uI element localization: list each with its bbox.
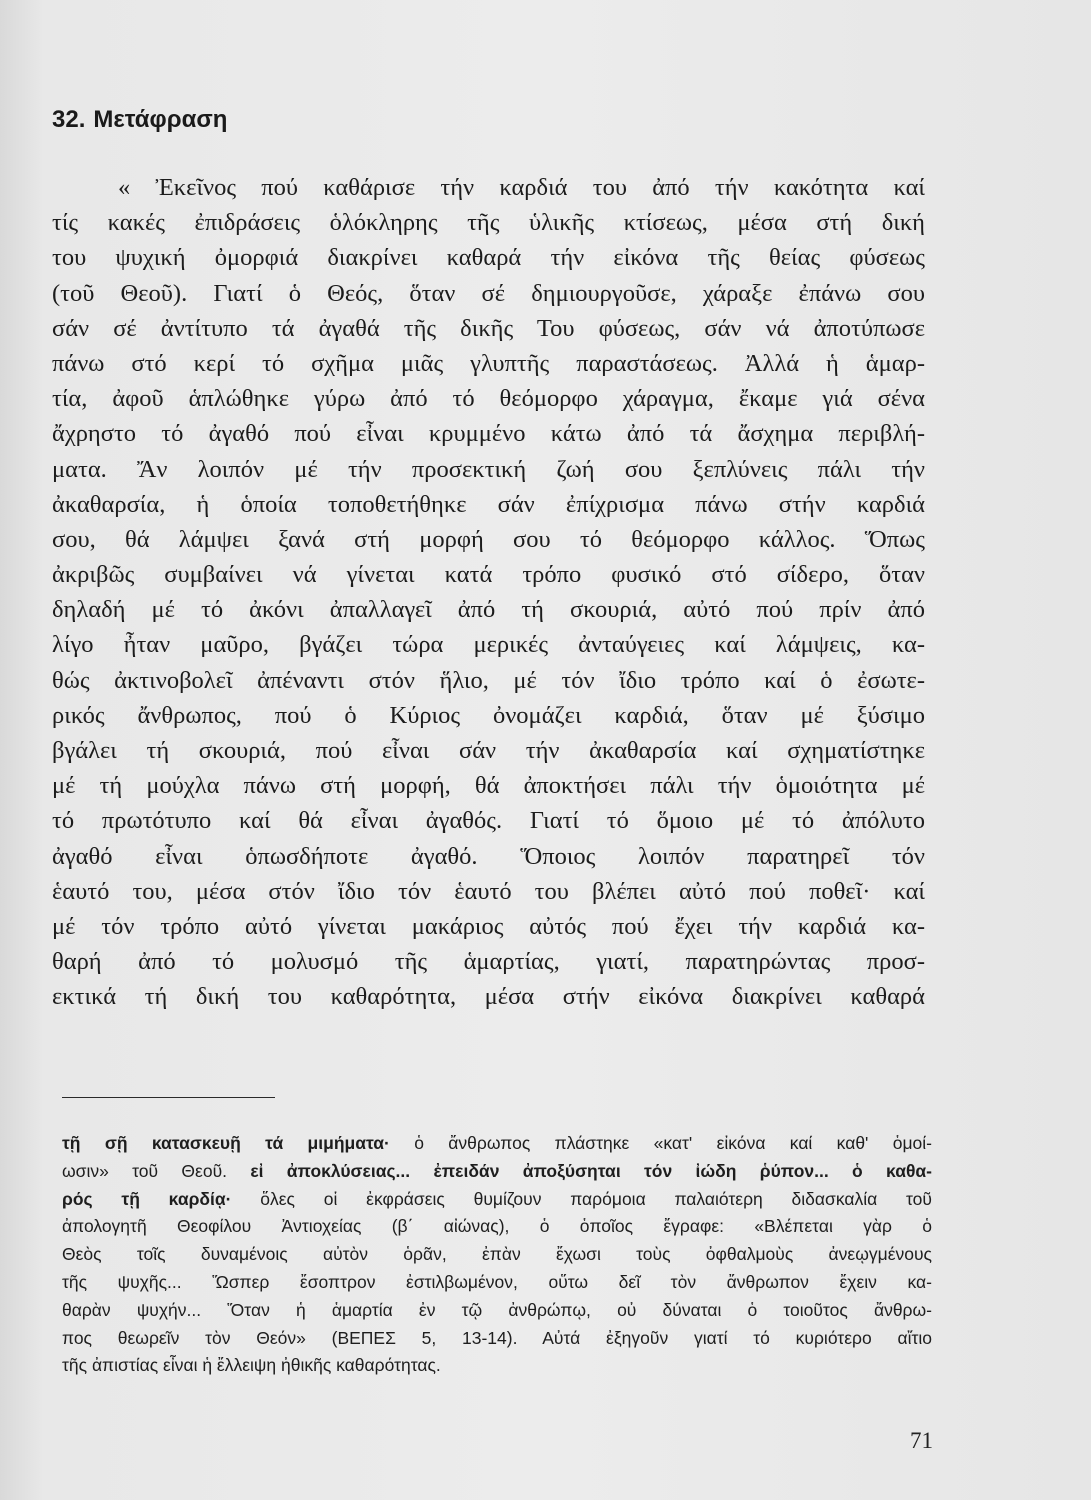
translation-body [52,170,925,1015]
text-line: σάν σέ ἀντίτυπο τά ἀγαθά τῆς δικῆς Του φύσεως, σάν νά ἀποτύπωσε [52,314,925,342]
text-line: τό πρωτότυπο καί θά εἶναι ἀγαθός. Γιατί τό ὅμοιο μέ τό ἀπόλυτο [52,807,925,835]
text-line: ρικός ἄνθρωπος, πού ὁ Κύριος ὀνομάζει καρδιά, ὅταν μέ ξύσιμο [52,701,925,729]
note-line: πος θεωρεῖν τὸν Θεόν» (ΒΕΠΕΣ 5, 13-14). Αὐτά ἐξηγοῦν γιατί τό κυριότερο αἴτιο [62,1327,932,1348]
text-line: μέ τόν τρόπο αὐτό γίνεται μακάριος αὐτός πού ἔχει τήν καρδιά κα- [52,912,925,940]
text-line: δηλαδή μέ τό ἀκόνι ἀπαλλαγεῖ ἀπό τή σκουριά, αὐτό πού πρίν ἀπό [52,596,925,624]
footnotes [62,1130,932,1380]
note-line: θαρὰν ψυχήν... Ὅταν ἡ ἁμαρτία ἐν τῷ ἀνθρώπῳ, οὐ δύναται ὁ τοιοῦτος ἄνθρω- [62,1299,932,1320]
section-number: 32. [52,106,86,133]
section-title: Μετάφραση [93,106,228,133]
text-line: « Ἐκεῖνος πού καθάρισε τήν καρδιά του ἀπό τήν κακότητα καί [118,174,925,201]
note-line: ρός τῇ καρδίᾳ· ὅλες οἱ ἐκφράσεις θυμίζουν παρόμοια παλαιότερη διδασκαλία τοῦ [62,1188,932,1209]
text-line: πάνω στό κερί τό σχῆμα μιᾶς γλυπτῆς παραστάσεως. Ἀλλά ἡ ἁμαρ- [52,349,925,377]
note-lemma: ρός τῇ καρδίᾳ· [62,1188,232,1209]
note-line: Θεὸς τοῖς δυναμένοις αὐτὸν ὁρᾶν, ἐπὰν ἔχωσι τοὺς ὀφθαλμοὺς ἀνεῳγμένους [62,1244,932,1265]
note-line: ἀπολογητῆ Θεοφίλου Ἀντιοχείας (β΄ αἰώνας), ὁ ὁποῖος ἔγραφε: «Βλέπεται γὰρ ὁ [62,1216,932,1237]
text-line: ἀκαθαρσία, ἡ ὁποία τοποθετήθηκε σάν ἐπίχρισμα πάνω στήν καρδιά [52,490,925,518]
text-line: ἀγαθό εἶναι ὁπωσδήποτε ἀγαθό. Ὅποιος λοιπόν παρατηρεῖ τόν [52,842,925,870]
section-heading [52,106,227,134]
text-line: ἄχρηστο τό ἀγαθό πού εἶναι κρυμμένο κάτω ἀπό τά ἄσχημα περιβλή- [52,420,925,448]
note-line: τῇ σῇ κατασκευῇ τά μιμήματα· ὁ ἄνθρωπος πλάστηκε «κατ' εἰκόνα καί καθ' ὁμοί- [62,1133,932,1153]
note-line: τῆς ἀπιστίας εἶναι ἡ ἔλλειψη ἠθικῆς καθαρότητας. [62,1355,441,1376]
text-line: θώς ἀκτινοβολεῖ ἀπέναντι στόν ἥλιο, μέ τόν ἴδιο τρόπο καί ὁ ἐσωτε- [52,666,925,694]
note-line: τῆς ψυχῆς... Ὥσπερ ἔσοπτρον ἐστιλβωμένον, οὕτω δεῖ τὸν ἄνθρωπον ἔχειν κα- [62,1271,932,1292]
text-line: εκτικά τή δική του καθαρότητα, μέσα στήν εἰκόνα διακρίνει καθαρά [52,983,925,1011]
text-line: ματα. Ἄν λοιπόν μέ τήν προσεκτική ζωή σου ξεπλύνεις πάλι τήν [52,455,925,483]
note-lemma: εἰ ἀποκλύσειας... ἐπειδάν ἀποξύσηται τόν ἰώδη ῥύπον... ὁ καθα- [250,1160,932,1181]
text-line: λίγο ἦταν μαῦρο, βγάζει τώρα μερικές ἀνταύγειες καί λάμψεις, κα- [52,631,925,659]
text-line: του ψυχική ὀμορφιά διακρίνει καθαρά τήν εἰκόνα τῆς θείας φύσεως [52,244,925,272]
page-number: 71 [910,1428,933,1453]
text-line: ἀκριβῶς συμβαίνει νά γίνεται κατά τρόπο φυσικό στό σίδερο, ὅταν [52,561,925,589]
note-line: ωσιν» τοῦ Θεοῦ. εἰ ἀποκλύσειας... ἐπειδάν ἀποξύσηται τόν ἰώδη ῥύπον... ὁ καθα- [62,1160,932,1181]
text-line: μέ τή μούχλα πάνω στή μορφή, θά ἀποκτήσει πάλι τήν ὁμοιότητα μέ [52,772,925,800]
text-line: βγάλει τή σκουριά, πού εἶναι σάν τήν ἀκαθαρσία καί σχηματίστηκε [52,737,925,764]
text-line: (τοῦ Θεοῦ). Γιατί ὁ Θεός, ὅταν σέ δημιουργοῦσε, χάραξε ἐπάνω σου [52,279,925,307]
text-line: ἑαυτό του, μέσα στόν ἴδιο τόν ἑαυτό του βλέπει αὐτό πού ποθεῖ· καί [52,877,925,905]
text-line: τίς κακές ἐπιδράσεις ὁλόκληρης τῆς ὑλικῆς κτίσεως, μέσα στή δική [52,209,925,237]
footnote-divider [62,1097,275,1098]
text-line: θαρή ἀπό τό μολυσμό τῆς ἁμαρτίας, γιατί, παρατηρώντας προσ- [52,948,925,976]
text-line: τία, ἀφοῦ ἁπλώθηκε γύρω ἀπό τό θεόμορφο χάραγμα, ἔκαμε γιά σένα [52,385,925,413]
text-line: σου, θά λάμψει ξανά στή μορφή σου τό θεόμορφο κάλλος. Ὅπως [52,525,925,553]
note-lemma: τῇ σῇ κατασκευῇ τά μιμήματα· [62,1133,390,1153]
